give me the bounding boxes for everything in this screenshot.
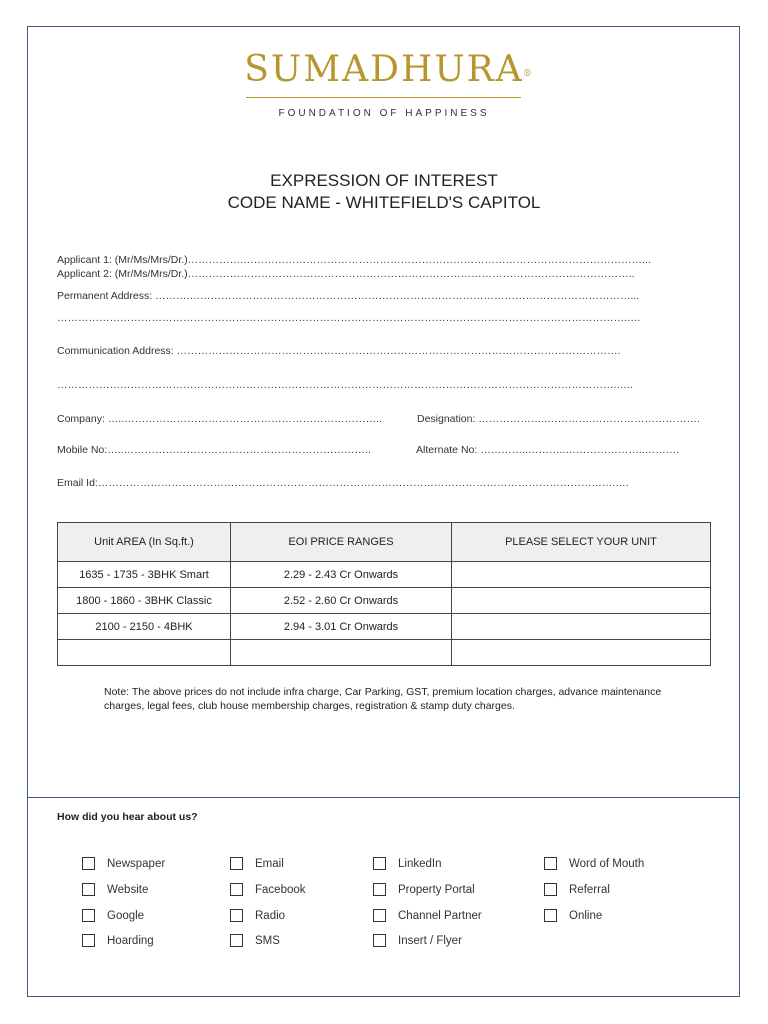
price-range-cell: 2.94 - 3.01 Cr Onwards bbox=[231, 614, 452, 640]
form-title: EXPRESSION OF INTEREST bbox=[270, 171, 498, 190]
option-label: Property Portal bbox=[398, 884, 475, 896]
registered-mark: ® bbox=[522, 69, 534, 79]
option-label: Channel Partner bbox=[398, 910, 482, 922]
table-row bbox=[58, 640, 711, 666]
option-label: SMS bbox=[255, 935, 280, 947]
permanent-address-field[interactable]: Permanent Address: ……….………………………………………………………………………………………………………………... bbox=[57, 290, 640, 302]
checkbox[interactable] bbox=[82, 883, 95, 896]
brand-logo bbox=[0, 48, 768, 92]
option-label: LinkedIn bbox=[398, 858, 442, 870]
option-label: Word of Mouth bbox=[569, 858, 645, 870]
price-range-cell: 2.29 - 2.43 Cr Onwards bbox=[231, 562, 452, 588]
option-label: Google bbox=[107, 910, 145, 922]
table-header: Unit AREA (In Sq.ft.) bbox=[58, 523, 231, 562]
mobile-field[interactable]: Mobile No:…..…………………………………………………………….. bbox=[57, 444, 371, 456]
checkbox[interactable] bbox=[230, 909, 243, 922]
unit-area-cell[interactable] bbox=[58, 640, 231, 666]
unit-select-cell[interactable] bbox=[452, 588, 711, 614]
checkbox[interactable] bbox=[230, 934, 243, 947]
checkbox[interactable] bbox=[230, 883, 243, 896]
communication-address-field[interactable]: Communication Address: ………………………………………………………………………………………………………………. bbox=[57, 345, 621, 357]
designation-field[interactable]: Designation: ………………..………….…………………………. bbox=[417, 413, 700, 425]
checkbox[interactable] bbox=[82, 909, 95, 922]
table-header-row bbox=[58, 523, 711, 562]
communication-address-continuation[interactable]: …………………………………………………………………………………………………………………………………………….….. bbox=[57, 379, 633, 391]
checkbox[interactable] bbox=[544, 857, 557, 870]
pricing-note: Note: The above prices do not include infra charge, Car Parking, GST, premium location charges, advance maintenance charges, legal fees, club house membership charges, registration & stamp duty charges. bbox=[104, 686, 662, 712]
checkbox[interactable] bbox=[544, 883, 557, 896]
option-label: Email bbox=[255, 858, 284, 870]
alternate-field[interactable]: Alternate No: …………..………..…………………..………. bbox=[416, 444, 680, 456]
table-header: PLEASE SELECT YOUR UNIT bbox=[452, 523, 711, 562]
unit-select-cell[interactable] bbox=[452, 640, 711, 666]
checkbox[interactable] bbox=[230, 857, 243, 870]
checkbox[interactable] bbox=[544, 909, 557, 922]
logo-wordmark: SUMADHURA ® bbox=[244, 48, 524, 92]
unit-area-cell: 1800 - 1860 - 3BHK Classic bbox=[58, 588, 231, 614]
table-header: EOI PRICE RANGES bbox=[231, 523, 452, 562]
option-label: Referral bbox=[569, 884, 610, 896]
option-label: Facebook bbox=[255, 884, 306, 896]
logo-rule bbox=[246, 97, 521, 98]
option-label: Online bbox=[569, 910, 603, 922]
table-row bbox=[58, 614, 711, 640]
unit-price-table bbox=[57, 522, 711, 666]
logo-tagline: FOUNDATION OF HAPPINESS bbox=[278, 108, 490, 119]
unit-area-cell: 1635 - 1735 - 3BHK Smart bbox=[58, 562, 231, 588]
checkbox[interactable] bbox=[82, 934, 95, 947]
permanent-address-continuation[interactable]: ……………………………………………………………………………………………………………………………………………….…. bbox=[57, 312, 641, 324]
checkbox[interactable] bbox=[373, 883, 386, 896]
checkbox[interactable] bbox=[82, 857, 95, 870]
option-label: Insert / Flyer bbox=[398, 935, 462, 947]
form-subtitle: CODE NAME - WHITEFIELD'S CAPITOL bbox=[227, 193, 541, 212]
checkbox[interactable] bbox=[373, 857, 386, 870]
option-label: Website bbox=[107, 884, 149, 896]
table-row bbox=[58, 588, 711, 614]
price-range-cell[interactable] bbox=[231, 640, 452, 666]
unit-select-cell[interactable] bbox=[452, 562, 711, 588]
unit-select-cell[interactable] bbox=[452, 614, 711, 640]
company-field[interactable]: Company: …..……………………………………………………………….. bbox=[57, 413, 382, 425]
checkbox[interactable] bbox=[373, 934, 386, 947]
table-row bbox=[58, 562, 711, 588]
price-range-cell: 2.52 - 2.60 Cr Onwards bbox=[231, 588, 452, 614]
option-label: Hoarding bbox=[107, 935, 154, 947]
email-field[interactable]: Email Id:………………………………………………………………………………………………………………………………….…. bbox=[57, 477, 629, 489]
applicant2-field[interactable]: Applicant 2: (Mr/Ms/Mrs/Dr.)……………………………………………………………………………………………………………….. bbox=[57, 268, 635, 280]
option-label: Newspaper bbox=[107, 858, 166, 870]
section-divider bbox=[27, 797, 740, 798]
survey-question: How did you hear about us? bbox=[57, 811, 198, 823]
checkbox[interactable] bbox=[373, 909, 386, 922]
unit-area-cell: 2100 - 2150 - 4BHK bbox=[58, 614, 231, 640]
applicant1-field[interactable]: Applicant 1: (Mr/Ms/Mrs/Dr.)…………….……………………………………………………………………………………………………... bbox=[57, 254, 651, 266]
option-label: Radio bbox=[255, 910, 286, 922]
